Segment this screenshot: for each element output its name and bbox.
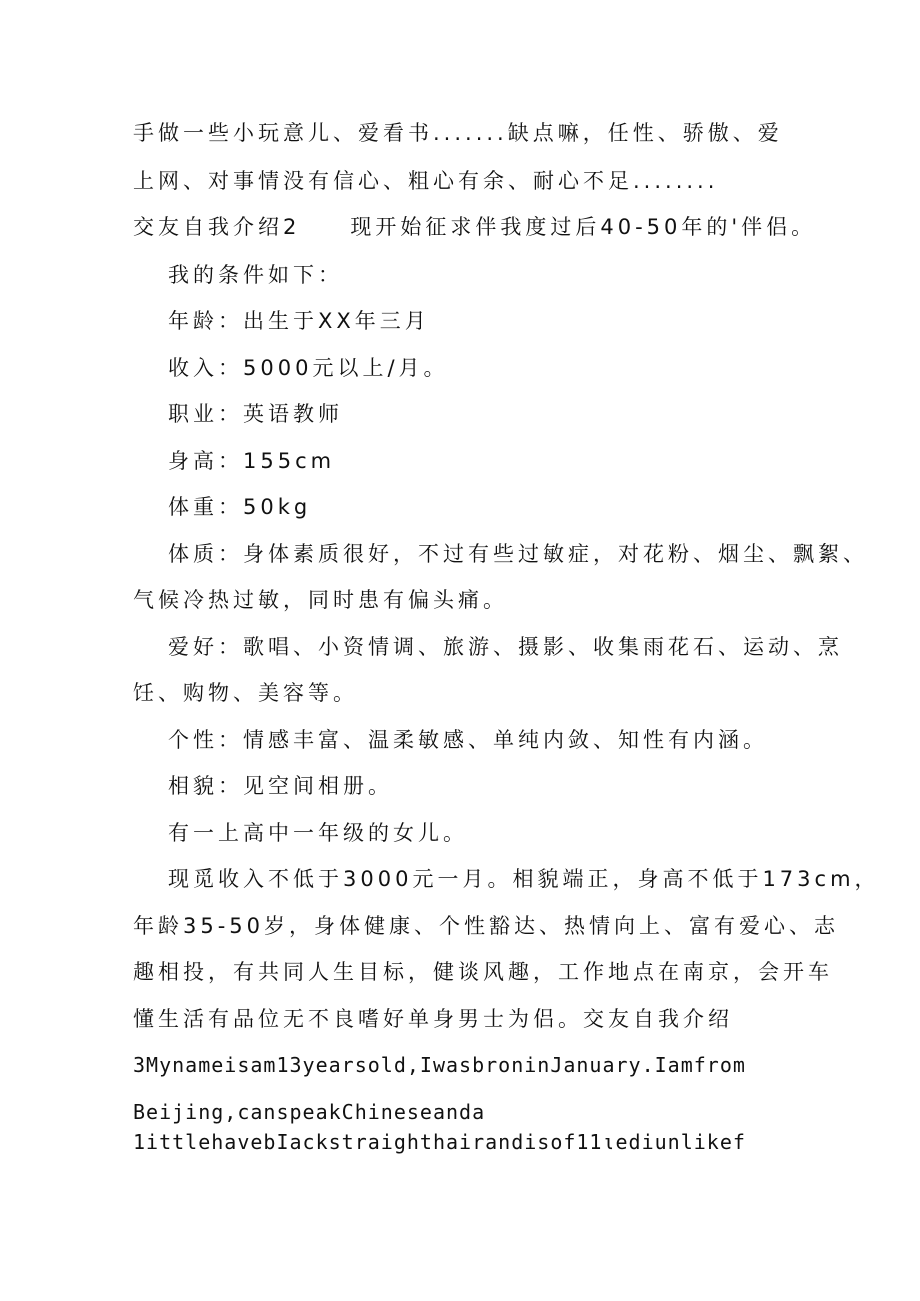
text-line: 1ittlehavebIackstraighthairandisof11ιediunlikef xyxy=(133,1130,746,1154)
text-line: 上网、对事情没有信心、粗心有余、耐心不足........ xyxy=(133,169,719,193)
text-line: 体重：50kg xyxy=(168,495,312,519)
text-line: 职业：英语教师 xyxy=(168,402,343,426)
text-line: 相貌：见空间相册。 xyxy=(168,774,393,798)
text-line: 现觅收入不低于3000元一月。相貌端正，身高不低于173cm， xyxy=(168,867,880,891)
text-line: 交友自我介绍2 现开始征求伴我度过后40-50年的'伴侣。 xyxy=(133,215,817,239)
text-line: 年龄：出生于XX年三月 xyxy=(168,309,430,333)
text-line: 趣相投，有共同人生目标，健谈风趣，工作地点在南京，会开车 xyxy=(133,960,833,984)
text-line: 爱好：歌唱、小资情调、旅游、摄影、收集雨花石、运动、烹 xyxy=(168,635,843,659)
text-line: 有一上高中一年级的女儿。 xyxy=(168,821,468,845)
text-line: 气候冷热过敏，同时患有偏头痛。 xyxy=(133,588,508,612)
text-line: 体质：身体素质很好，不过有些过敏症，对花粉、烟尘、飘絮、 xyxy=(168,542,868,566)
text-line: 身高：155cm xyxy=(168,449,336,473)
text-line: 手做一些小玩意儿、爱看书.......缺点嘛，任性、骄傲、爱 xyxy=(133,121,783,145)
text-line: 饪、购物、美容等。 xyxy=(133,681,358,705)
text-line: 3Mynameisam13yearsold,IwasbroninJanuary.Iamfrom xyxy=(133,1053,746,1077)
text-line: 我的条件如下： xyxy=(168,263,343,287)
text-line: 年龄35-50岁，身体健康、个性豁达、热情向上、富有爱心、志 xyxy=(133,914,840,938)
text-line: 个性：情感丰富、温柔敏感、单纯内敛、知性有内涵。 xyxy=(168,728,768,752)
text-line: Beijing,canspeakChineseanda xyxy=(133,1100,486,1124)
text-line: 懂生活有品位无不良嗜好单身男士为侣。交友自我介绍 xyxy=(133,1007,733,1031)
text-line: 收入：5000元以上/月。 xyxy=(168,356,449,380)
